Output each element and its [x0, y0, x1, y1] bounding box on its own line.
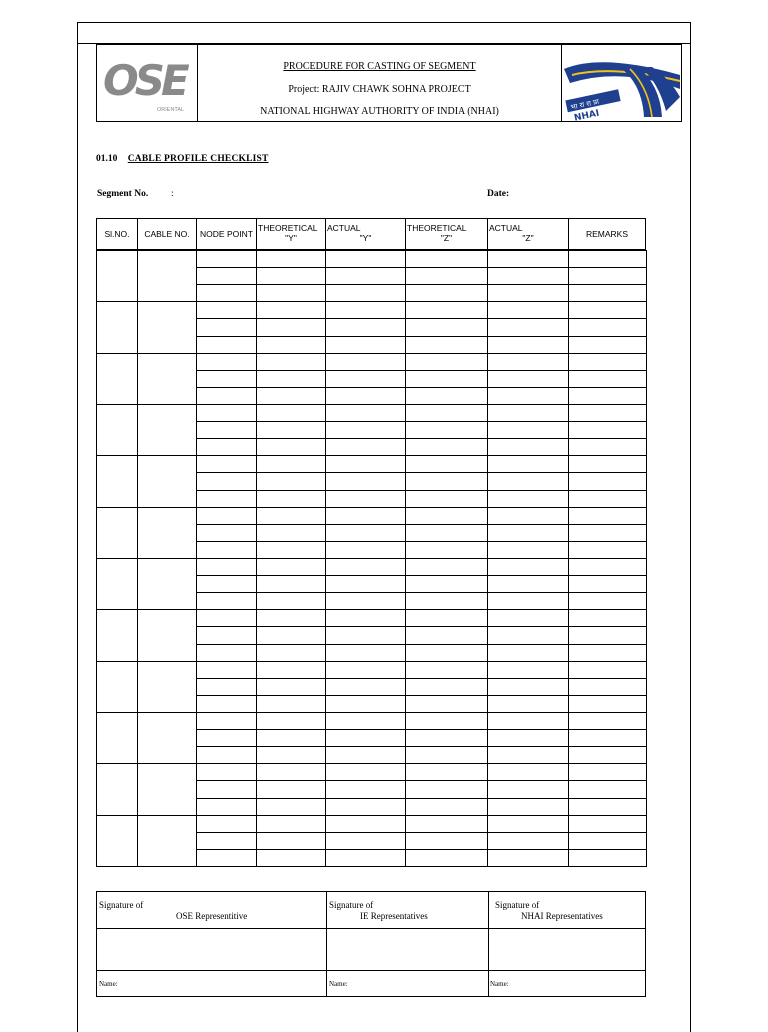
table-cell[interactable] [568, 387, 647, 405]
table-cell[interactable] [256, 472, 326, 490]
slno-cell[interactable] [96, 353, 138, 405]
table-cell[interactable] [487, 490, 569, 508]
table-cell[interactable] [487, 284, 569, 302]
table-cell[interactable] [487, 558, 569, 576]
table-cell[interactable] [256, 455, 326, 473]
table-cell[interactable] [487, 832, 569, 850]
table-cell[interactable] [325, 438, 406, 456]
table-cell[interactable] [487, 472, 569, 490]
table-cell[interactable] [196, 541, 257, 559]
table-cell[interactable] [405, 336, 488, 354]
table-cell[interactable] [405, 267, 488, 285]
table-cell[interactable] [405, 250, 488, 268]
column-header [96, 218, 138, 250]
cable-no-cell[interactable] [137, 661, 197, 713]
table-cell[interactable] [196, 849, 257, 867]
column-header [325, 218, 406, 250]
table-cell[interactable] [196, 626, 257, 644]
cable-no-cell[interactable] [137, 815, 197, 867]
table-cell[interactable] [325, 336, 406, 354]
table-cell[interactable] [196, 832, 257, 850]
table-cell[interactable] [256, 746, 326, 764]
table-cell[interactable] [405, 712, 488, 730]
table-cell[interactable] [325, 455, 406, 473]
table-cell[interactable] [405, 644, 488, 662]
table-cell[interactable] [568, 729, 647, 747]
table-cell[interactable] [568, 284, 647, 302]
table-cell[interactable] [196, 592, 257, 610]
slno-cell[interactable] [96, 815, 138, 867]
authority-name: NATIONAL HIGHWAY AUTHORITY OF INDIA (NHAI) [260, 106, 499, 117]
slno-cell[interactable] [96, 558, 138, 610]
nhai-logo-text: NHAI [573, 108, 601, 121]
table-cell[interactable] [568, 301, 647, 319]
table-cell[interactable] [487, 387, 569, 405]
cable-no-cell[interactable] [137, 712, 197, 764]
table-cell[interactable] [487, 695, 569, 713]
table-cell[interactable] [256, 849, 326, 867]
table-cell[interactable] [487, 524, 569, 542]
table-cell[interactable] [487, 575, 569, 593]
table-cell[interactable] [487, 798, 569, 816]
table-cell[interactable] [196, 780, 257, 798]
table-cell[interactable] [487, 301, 569, 319]
slno-cell[interactable] [96, 404, 138, 456]
table-cell[interactable] [196, 558, 257, 576]
table-cell[interactable] [325, 729, 406, 747]
table-cell[interactable] [487, 763, 569, 781]
table-cell[interactable] [256, 678, 326, 696]
table-cell[interactable] [405, 695, 488, 713]
table-cell[interactable] [196, 798, 257, 816]
slno-cell[interactable] [96, 301, 138, 353]
column-header-subtext: "Y" [285, 233, 297, 243]
table-cell[interactable] [196, 575, 257, 593]
table-cell[interactable] [196, 404, 257, 422]
checklist-number: 01.10 [96, 154, 118, 164]
table-cell[interactable] [568, 455, 647, 473]
cable-no-cell[interactable] [137, 763, 197, 815]
table-cell[interactable] [256, 524, 326, 542]
column-header-subtext: "Z" [522, 233, 534, 243]
table-cell[interactable] [487, 370, 569, 388]
column-header [196, 218, 257, 250]
table-cell[interactable] [196, 490, 257, 508]
ose-logo [97, 45, 198, 121]
table-cell[interactable] [487, 746, 569, 764]
table-cell[interactable] [325, 267, 406, 285]
table-cell[interactable] [196, 678, 257, 696]
table-cell[interactable] [405, 575, 488, 593]
table-cell[interactable] [196, 387, 257, 405]
table-cell[interactable] [256, 336, 326, 354]
table-cell[interactable] [196, 644, 257, 662]
table-cell[interactable] [405, 472, 488, 490]
table-cell[interactable] [325, 575, 406, 593]
table-cell[interactable] [325, 832, 406, 850]
table-cell[interactable] [487, 507, 569, 525]
table-cell[interactable] [405, 541, 488, 559]
segment-label: Segment No. [97, 189, 149, 199]
cable-no-cell[interactable] [137, 353, 197, 405]
table-cell[interactable] [325, 421, 406, 439]
table-cell[interactable] [568, 609, 647, 627]
slno-cell[interactable] [96, 609, 138, 661]
table-cell[interactable] [487, 626, 569, 644]
table-cell[interactable] [405, 746, 488, 764]
table-cell[interactable] [325, 558, 406, 576]
table-cell[interactable] [568, 353, 647, 371]
table-cell[interactable] [256, 541, 326, 559]
table-cell[interactable] [487, 661, 569, 679]
table-cell[interactable] [405, 284, 488, 302]
table-cell[interactable] [568, 524, 647, 542]
table-cell[interactable] [568, 798, 647, 816]
column-header-text: ACTUAL [489, 223, 523, 233]
table-cell[interactable] [487, 421, 569, 439]
table-cell[interactable] [256, 609, 326, 627]
table-cell[interactable] [487, 267, 569, 285]
table-cell[interactable] [325, 644, 406, 662]
table-cell[interactable] [405, 370, 488, 388]
table-cell[interactable] [568, 404, 647, 422]
table-cell[interactable] [405, 798, 488, 816]
table-cell[interactable] [196, 318, 257, 336]
table-cell[interactable] [568, 490, 647, 508]
table-cell[interactable] [325, 318, 406, 336]
date-label: Date: [487, 189, 510, 199]
table-cell[interactable] [256, 490, 326, 508]
table-cell[interactable] [568, 815, 647, 833]
table-cell[interactable] [568, 678, 647, 696]
table-cell[interactable] [196, 661, 257, 679]
sig-name-nhai: Name: [490, 980, 509, 988]
table-cell[interactable] [405, 609, 488, 627]
project-name: RAJIV CHAWK SOHNA PROJECT [321, 84, 471, 95]
table-cell[interactable] [405, 301, 488, 319]
table-cell[interactable] [196, 695, 257, 713]
table-cell[interactable] [568, 438, 647, 456]
table-cell[interactable] [325, 541, 406, 559]
table-cell[interactable] [568, 507, 647, 525]
table-cell[interactable] [325, 780, 406, 798]
table-cell[interactable] [405, 387, 488, 405]
nhai-logo [561, 45, 681, 121]
table-cell[interactable] [405, 626, 488, 644]
column-header-text: NODE POINT [200, 229, 253, 239]
signature-block [96, 891, 646, 997]
table-cell[interactable] [196, 455, 257, 473]
sig-name-ie: Name: [329, 980, 348, 988]
table-cell[interactable] [325, 592, 406, 610]
table-cell[interactable] [325, 524, 406, 542]
sig-role-nhai: NHAI Representatives [521, 911, 603, 921]
table-cell[interactable] [405, 455, 488, 473]
table-cell[interactable] [487, 712, 569, 730]
table-cell[interactable] [196, 524, 257, 542]
slno-cell[interactable] [96, 661, 138, 713]
table-cell[interactable] [196, 729, 257, 747]
table-cell[interactable] [325, 661, 406, 679]
table-cell[interactable] [405, 524, 488, 542]
table-cell[interactable] [487, 250, 569, 268]
table-cell[interactable] [487, 404, 569, 422]
table-cell[interactable] [568, 336, 647, 354]
table-cell[interactable] [405, 763, 488, 781]
table-cell[interactable] [256, 404, 326, 422]
table-cell[interactable] [325, 284, 406, 302]
table-cell[interactable] [196, 370, 257, 388]
slno-cell[interactable] [96, 763, 138, 815]
table-cell[interactable] [405, 592, 488, 610]
table-cell[interactable] [256, 370, 326, 388]
table-cell[interactable] [256, 507, 326, 525]
table-cell[interactable] [325, 695, 406, 713]
table-cell[interactable] [325, 250, 406, 268]
table-cell[interactable] [196, 815, 257, 833]
table-cell[interactable] [487, 353, 569, 371]
table-cell[interactable] [325, 472, 406, 490]
table-cell[interactable] [196, 284, 257, 302]
table-cell[interactable] [196, 609, 257, 627]
table-cell[interactable] [325, 404, 406, 422]
table-cell[interactable] [325, 678, 406, 696]
table-cell[interactable] [256, 301, 326, 319]
table-cell[interactable] [196, 746, 257, 764]
table-cell[interactable] [568, 626, 647, 644]
table-cell[interactable] [256, 661, 326, 679]
column-header [137, 218, 197, 250]
table-cell[interactable] [256, 250, 326, 268]
logo-text: OSE [103, 56, 186, 105]
slno-cell[interactable] [96, 712, 138, 764]
cable-no-cell[interactable] [137, 404, 197, 456]
table-cell[interactable] [568, 780, 647, 798]
sig-hline [97, 970, 645, 971]
sig-label-nhai: Signature of [495, 900, 540, 910]
table-cell[interactable] [325, 815, 406, 833]
table-cell[interactable] [568, 541, 647, 559]
table-cell[interactable] [487, 678, 569, 696]
table-cell[interactable] [405, 849, 488, 867]
table-cell[interactable] [196, 301, 257, 319]
table-cell[interactable] [256, 318, 326, 336]
table-cell[interactable] [405, 438, 488, 456]
table-cell[interactable] [487, 541, 569, 559]
slno-cell[interactable] [96, 455, 138, 507]
table-cell[interactable] [405, 353, 488, 371]
table-cell[interactable] [256, 575, 326, 593]
table-cell[interactable] [568, 832, 647, 850]
table-cell[interactable] [196, 336, 257, 354]
cable-no-cell[interactable] [137, 301, 197, 353]
table-cell[interactable] [256, 780, 326, 798]
table-cell[interactable] [568, 267, 647, 285]
table-cell[interactable] [568, 849, 647, 867]
column-header-text: Sl.NO. [104, 229, 130, 239]
table-cell[interactable] [568, 592, 647, 610]
table-cell[interactable] [568, 472, 647, 490]
table-cell[interactable] [405, 507, 488, 525]
nhai-hindi-text: भा रा रा प्रा [570, 97, 600, 112]
column-header-text: CABLE NO. [144, 229, 190, 239]
table-cell[interactable] [256, 798, 326, 816]
table-cell[interactable] [405, 421, 488, 439]
table-cell[interactable] [487, 644, 569, 662]
table-cell[interactable] [325, 746, 406, 764]
table-cell[interactable] [568, 763, 647, 781]
table-cell[interactable] [256, 267, 326, 285]
column-header [568, 218, 646, 250]
cable-no-cell[interactable] [137, 507, 197, 559]
table-cell[interactable] [256, 353, 326, 371]
cable-no-cell[interactable] [137, 455, 197, 507]
table-cell[interactable] [325, 763, 406, 781]
cable-no-cell[interactable] [137, 250, 197, 302]
table-cell[interactable] [196, 438, 257, 456]
table-cell[interactable] [196, 507, 257, 525]
procedure-title: PROCEDURE FOR CASTING OF SEGMENT [283, 61, 476, 72]
table-cell[interactable] [568, 575, 647, 593]
table-cell[interactable] [256, 558, 326, 576]
table-cell[interactable] [405, 558, 488, 576]
table-cell[interactable] [256, 421, 326, 439]
column-header [405, 218, 488, 250]
table-cell[interactable] [568, 421, 647, 439]
table-cell[interactable] [487, 318, 569, 336]
project-label: Project: [288, 84, 320, 95]
table-cell[interactable] [487, 849, 569, 867]
table-cell[interactable] [487, 592, 569, 610]
table-cell[interactable] [405, 661, 488, 679]
cable-no-cell[interactable] [137, 609, 197, 661]
table-cell[interactable] [487, 729, 569, 747]
column-header [256, 218, 326, 250]
table-cell[interactable] [568, 695, 647, 713]
column-header-text: THEORETICAL [407, 223, 467, 233]
table-cell[interactable] [487, 609, 569, 627]
table-cell[interactable] [196, 472, 257, 490]
table-cell[interactable] [256, 712, 326, 730]
checklist-name: CABLE PROFILE CHECKLIST [127, 154, 269, 164]
table-cell[interactable] [568, 370, 647, 388]
column-header-text: ACTUAL [327, 223, 361, 233]
table-cell[interactable] [487, 336, 569, 354]
column-header-text: THEORETICAL [258, 223, 318, 233]
table-cell[interactable] [568, 558, 647, 576]
table-cell[interactable] [325, 301, 406, 319]
sig-label-ie: Signature of [329, 900, 374, 910]
table-cell[interactable] [487, 455, 569, 473]
table-cell[interactable] [196, 353, 257, 371]
table-cell[interactable] [196, 763, 257, 781]
cable-profile-table [96, 218, 646, 866]
column-header-subtext: "Z" [440, 233, 453, 243]
document-header [96, 44, 682, 122]
table-cell[interactable] [325, 626, 406, 644]
table-cell[interactable] [487, 438, 569, 456]
sig-role-ie: IE Representatives [360, 911, 428, 921]
table-cell[interactable] [256, 387, 326, 405]
table-cell[interactable] [568, 250, 647, 268]
logo-subtext: ORIENTAL [157, 107, 185, 113]
table-cell[interactable] [325, 798, 406, 816]
table-cell[interactable] [568, 644, 647, 662]
table-cell[interactable] [325, 712, 406, 730]
table-cell[interactable] [256, 626, 326, 644]
sig-hline [97, 928, 645, 929]
table-cell[interactable] [568, 661, 647, 679]
checklist-title [96, 154, 269, 164]
table-cell[interactable] [256, 815, 326, 833]
column-header [487, 218, 569, 250]
table-cell[interactable] [568, 318, 647, 336]
table-cell[interactable] [487, 815, 569, 833]
table-cell[interactable] [256, 729, 326, 747]
table-cell[interactable] [196, 250, 257, 268]
table-cell[interactable] [325, 507, 406, 525]
table-cell[interactable] [325, 353, 406, 371]
sig-divider [488, 892, 489, 996]
table-cell[interactable] [196, 712, 257, 730]
table-cell[interactable] [256, 284, 326, 302]
table-cell[interactable] [405, 780, 488, 798]
sig-role-ose: OSE Representitive [176, 911, 248, 921]
table-cell[interactable] [325, 370, 406, 388]
sig-divider [326, 892, 327, 996]
table-cell[interactable] [196, 421, 257, 439]
table-cell[interactable] [405, 678, 488, 696]
column-header-text: REMARKS [585, 229, 629, 239]
table-cell[interactable] [405, 490, 488, 508]
segment-colon: : [171, 189, 174, 199]
slno-cell[interactable] [96, 250, 138, 302]
table-cell[interactable] [405, 404, 488, 422]
slno-cell[interactable] [96, 507, 138, 559]
table-cell[interactable] [325, 609, 406, 627]
table-cell[interactable] [325, 849, 406, 867]
sig-label-ose: Signature of [99, 900, 144, 910]
table-cell[interactable] [405, 318, 488, 336]
table-cell[interactable] [256, 763, 326, 781]
table-cell[interactable] [405, 815, 488, 833]
table-cell[interactable] [568, 746, 647, 764]
column-header-subtext: "Y" [359, 233, 372, 243]
table-cell[interactable] [405, 832, 488, 850]
cable-no-cell[interactable] [137, 558, 197, 610]
table-cell[interactable] [325, 387, 406, 405]
table-cell[interactable] [405, 729, 488, 747]
table-cell[interactable] [256, 832, 326, 850]
table-cell[interactable] [256, 438, 326, 456]
table-cell[interactable] [256, 695, 326, 713]
table-cell[interactable] [196, 267, 257, 285]
table-cell[interactable] [325, 490, 406, 508]
table-cell[interactable] [487, 780, 569, 798]
table-cell[interactable] [568, 712, 647, 730]
sig-name-ose: Name: [99, 980, 118, 988]
table-cell[interactable] [256, 644, 326, 662]
table-cell[interactable] [256, 592, 326, 610]
